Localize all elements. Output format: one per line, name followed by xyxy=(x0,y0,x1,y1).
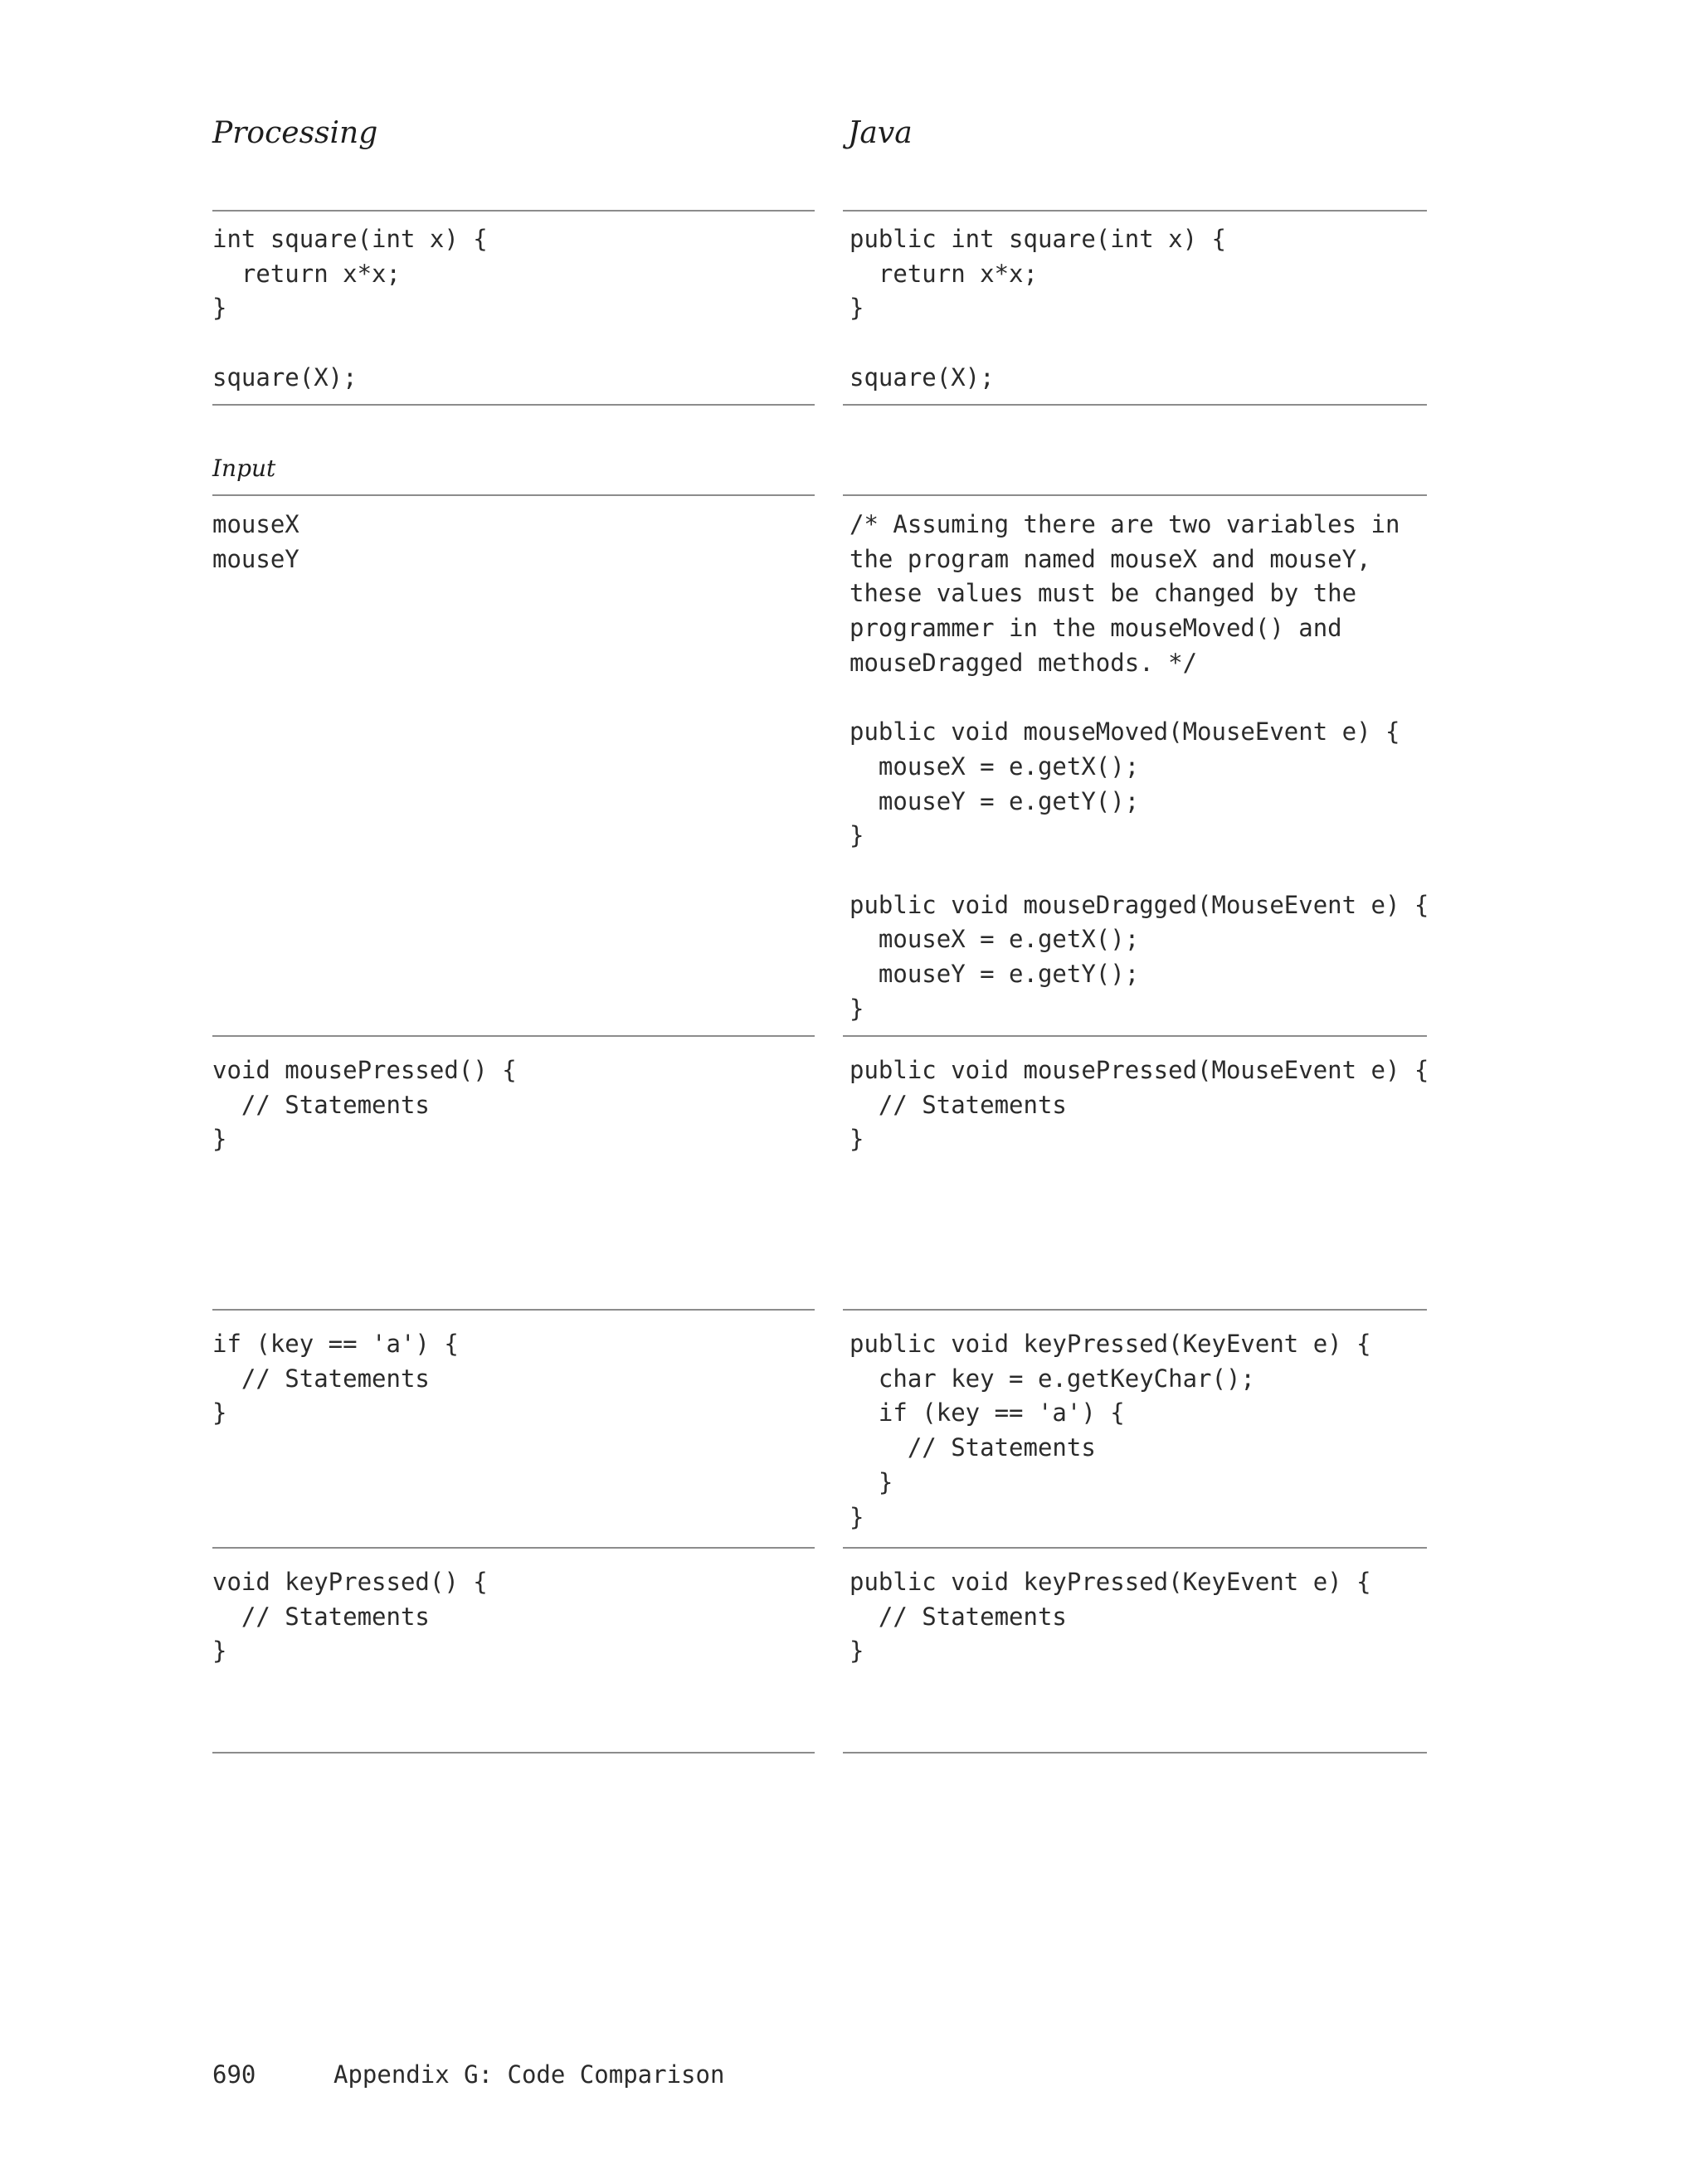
divider-rule xyxy=(212,1035,815,1037)
divider-rule xyxy=(212,1309,815,1311)
running-title: Appendix G: Code Comparison xyxy=(333,2060,725,2089)
java-code-mouse-vars: /* Assuming there are two variables in the program named mouseX and mouseY, these values must be changed by the programmer in the mouseMoved() and mouseDragged methods. */ public void mouseMoved(MouseEvent e) { mouseX = e.getX(); mouseY = e.getY(); } public void mouseDragged(MouseEvent e) { mouseX = e.getX(); mouseY = e.getY(); } xyxy=(850,510,1429,1023)
divider-rule xyxy=(843,1547,1427,1549)
page-number: 690 xyxy=(212,2060,256,2089)
divider-rule xyxy=(843,1309,1427,1311)
divider-rule xyxy=(212,494,815,496)
processing-code-key-check: if (key == 'a') { // Statements } xyxy=(212,1330,459,1428)
divider-rule xyxy=(843,404,1427,406)
input-section-label: Input xyxy=(212,455,276,482)
divider-rule xyxy=(843,210,1427,212)
processing-column-heading: Processing xyxy=(212,116,378,150)
processing-code-square: int square(int x) { return x*x; } square(X); xyxy=(212,225,488,392)
divider-rule xyxy=(212,1547,815,1549)
java-code-mouse-pressed: public void mousePressed(MouseEvent e) { // Statements } xyxy=(850,1056,1429,1154)
divider-rule xyxy=(212,1752,815,1754)
divider-rule xyxy=(212,210,815,212)
java-code-key-check: public void keyPressed(KeyEvent e) { char key = e.getKeyChar(); if (key == 'a') { // Statements } } xyxy=(850,1330,1371,1531)
processing-code-mouse-vars: mouseX mouseY xyxy=(212,510,299,573)
processing-code-mouse-pressed: void mousePressed() { // Statements } xyxy=(212,1056,517,1154)
divider-rule xyxy=(212,404,815,406)
processing-code-key-pressed: void keyPressed() { // Statements } xyxy=(212,1568,488,1666)
divider-rule xyxy=(843,1752,1427,1754)
java-code-square: public int square(int x) { return x*x; } square(X); xyxy=(850,225,1226,392)
java-column-heading: Java xyxy=(848,116,913,150)
java-code-key-pressed: public void keyPressed(KeyEvent e) { // Statements } xyxy=(850,1568,1371,1666)
divider-rule xyxy=(843,1035,1427,1037)
divider-rule xyxy=(843,494,1427,496)
